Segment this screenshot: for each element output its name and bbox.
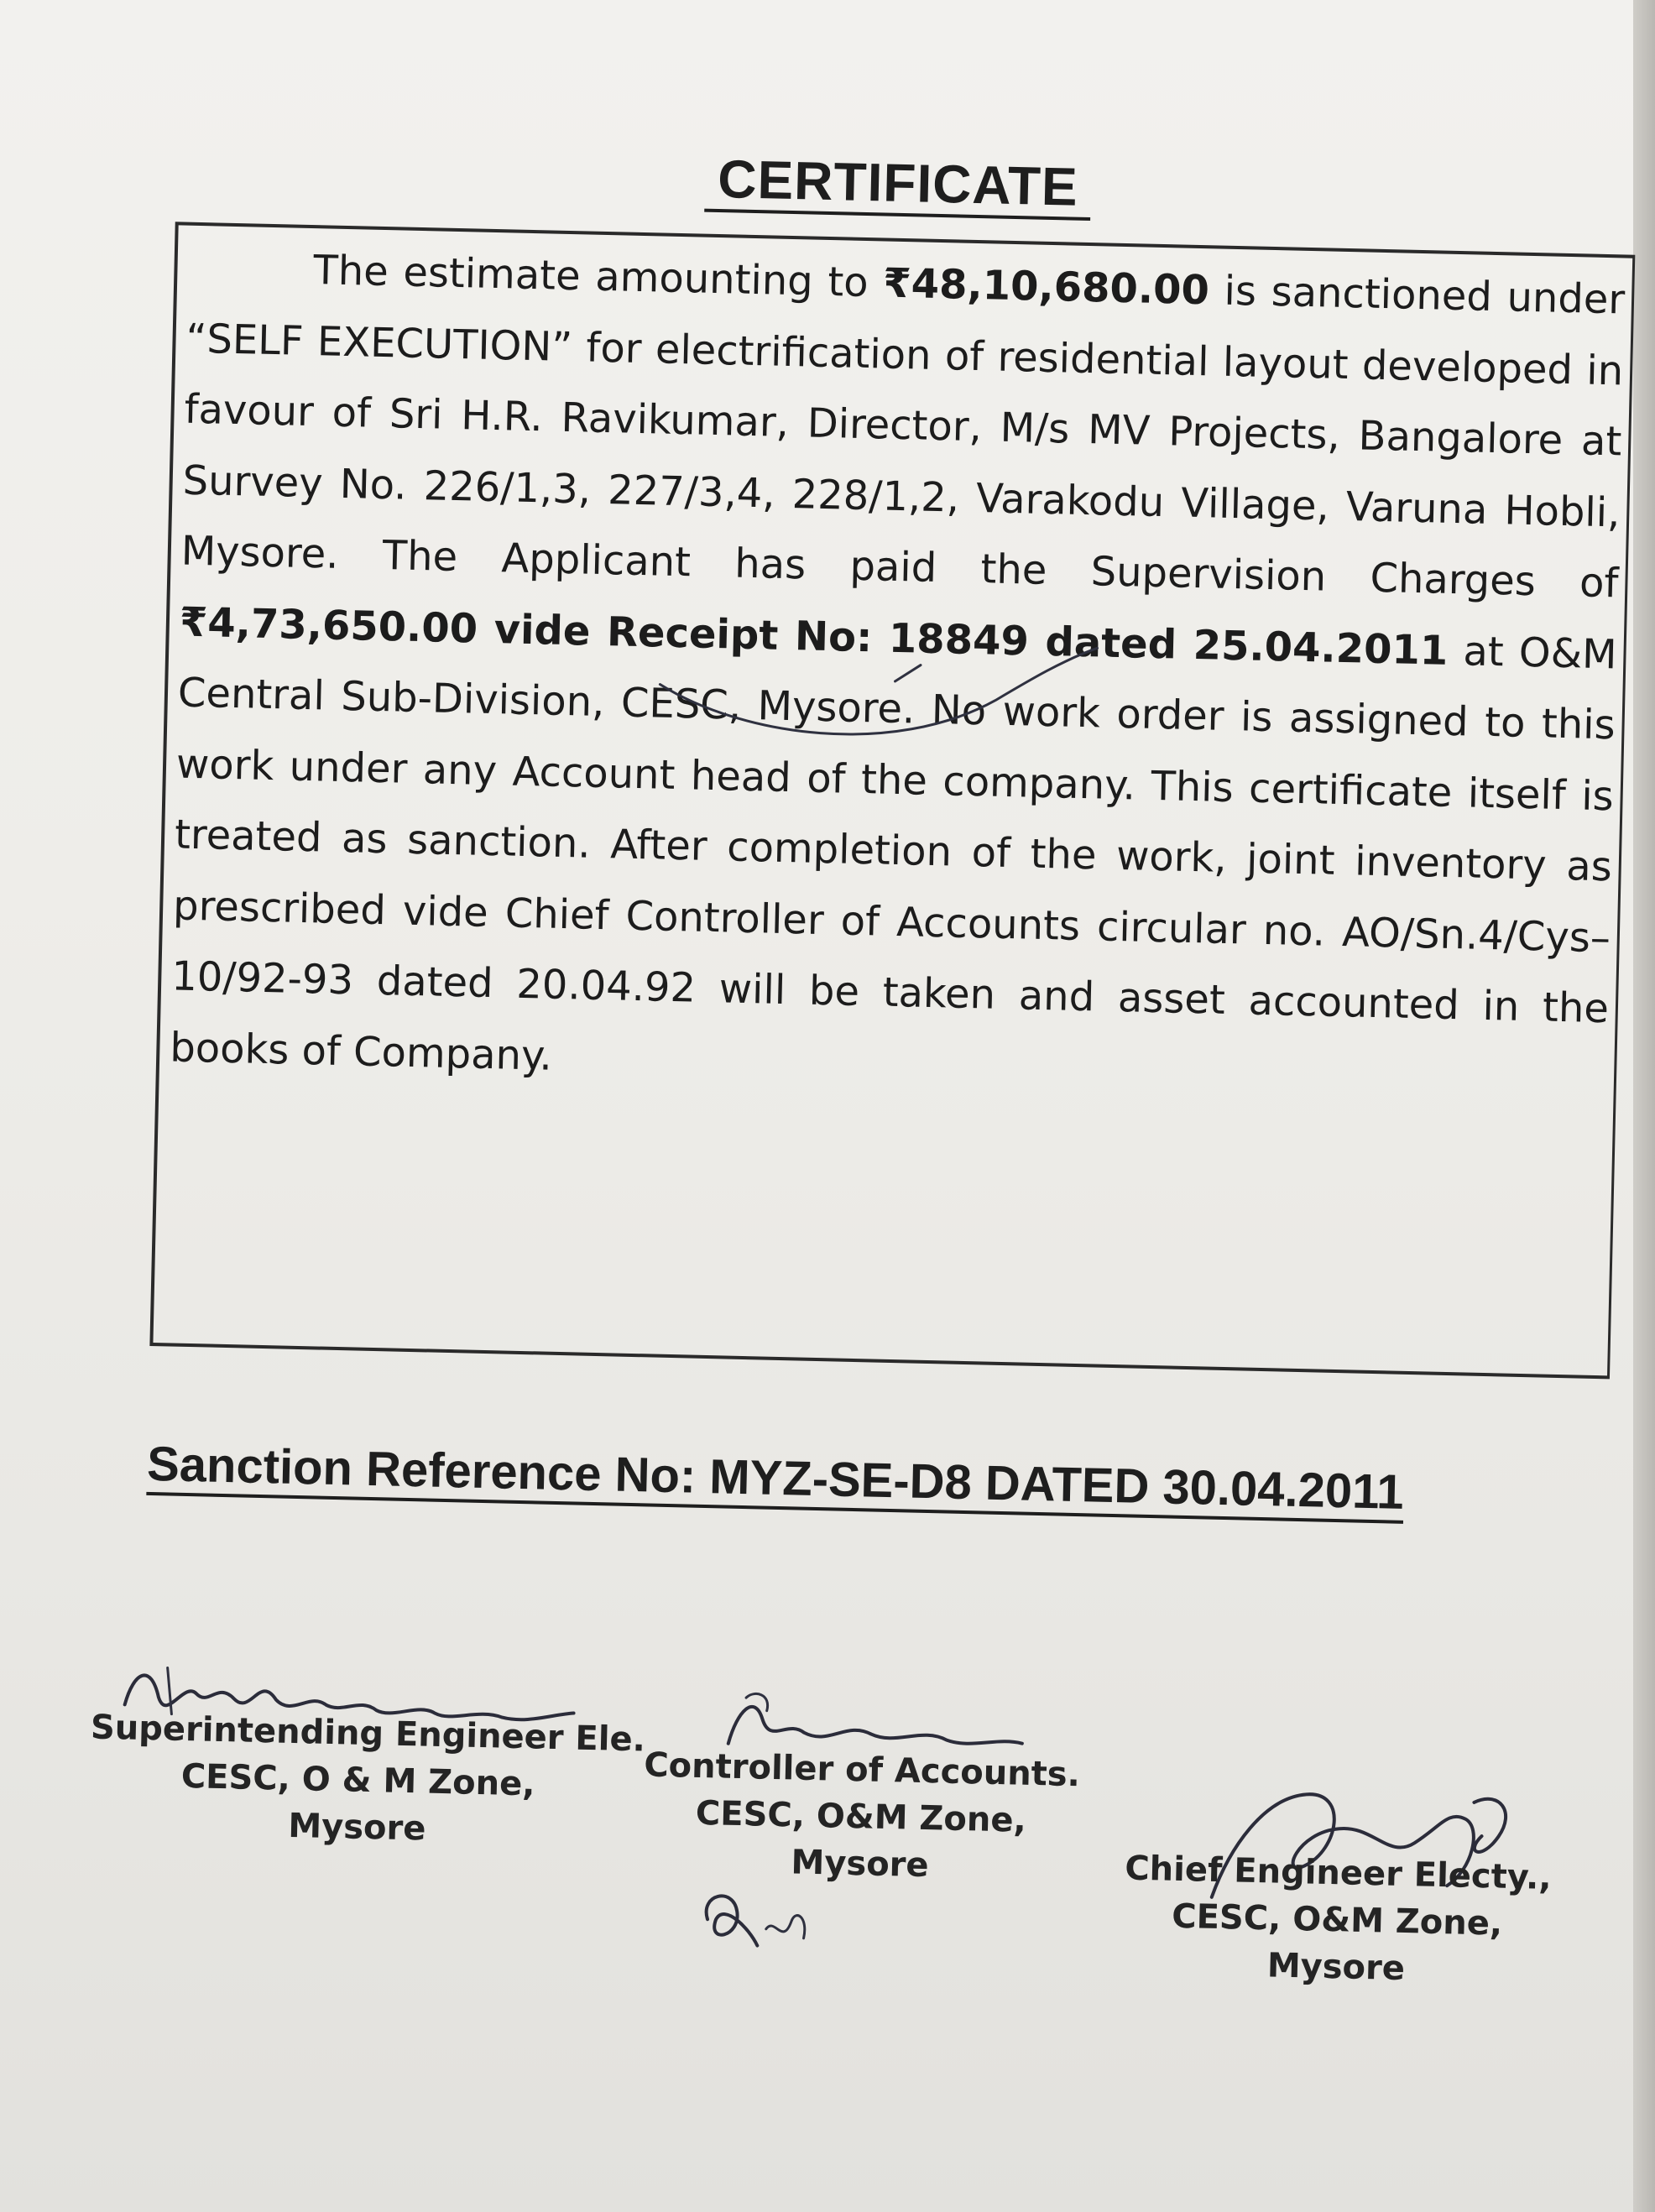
handwritten-underline-mark xyxy=(642,634,1115,762)
signatory-office: CESC, O & M Zone, xyxy=(180,1756,536,1804)
estimate-amount: ₹48,10,680.00 xyxy=(882,259,1210,315)
body-text-part-1: The estimate amounting to xyxy=(312,247,884,307)
body-text-part-3: at O&M Central Sub-Division, CESC, Mysore. No work order is assigned to this work under any Account head of the company. This certificate itself is treated as sanction. After completion of the work, joint inventory as prescribed vide Chief Controller of Accounts circular no. AO/Sn.4/Cys–10/92-93 dated 20.04.92 will be taken and asset accounted in the books of Company. xyxy=(169,627,1618,1080)
signatory-chief-engineer xyxy=(1100,1844,1574,1996)
certificate-title: CERTIFICATE xyxy=(704,149,1092,221)
certificate-body-box xyxy=(149,222,1635,1379)
signatory-place: Mysore xyxy=(287,1806,426,1849)
signatory-designation: Superintending Engineer Ele. xyxy=(90,1708,646,1760)
signatory-office: CESC, O&M Zone, xyxy=(695,1793,1027,1840)
signatory-designation: Chief Engineer Electy., xyxy=(1124,1849,1553,1897)
signatory-controller-of-accounts xyxy=(641,1741,1081,1892)
supervision-charges-receipt: ₹4,73,650.00 vide Receipt No: 18849 dated 25.04.2011 xyxy=(179,598,1449,675)
signatory-place: Mysore xyxy=(1266,1946,1406,1989)
signatory-office: CESC, O&M Zone, xyxy=(1171,1896,1503,1943)
signatory-place: Mysore xyxy=(791,1843,930,1886)
signatory-designation: Controller of Accounts. xyxy=(643,1745,1081,1795)
sanction-reference: Sanction Reference No: MYZ-SE-D8 DATED 30.04.2011 xyxy=(146,1437,1404,1524)
signatory-superintending-engineer xyxy=(88,1703,646,1856)
body-text-part-2: is sanctioned under “SELF EXECUTION” for electrification of residential layout developed in favour of Sri H.R. Ravikumar, Director, M/s MV Projects, Bangalore at Survey No. 226/1,3, 227/3,4, 228/1,2, Varakodu Village, Varuna Hobli, Mysore. The Applicant has paid the Supervision Charges of xyxy=(180,267,1626,608)
